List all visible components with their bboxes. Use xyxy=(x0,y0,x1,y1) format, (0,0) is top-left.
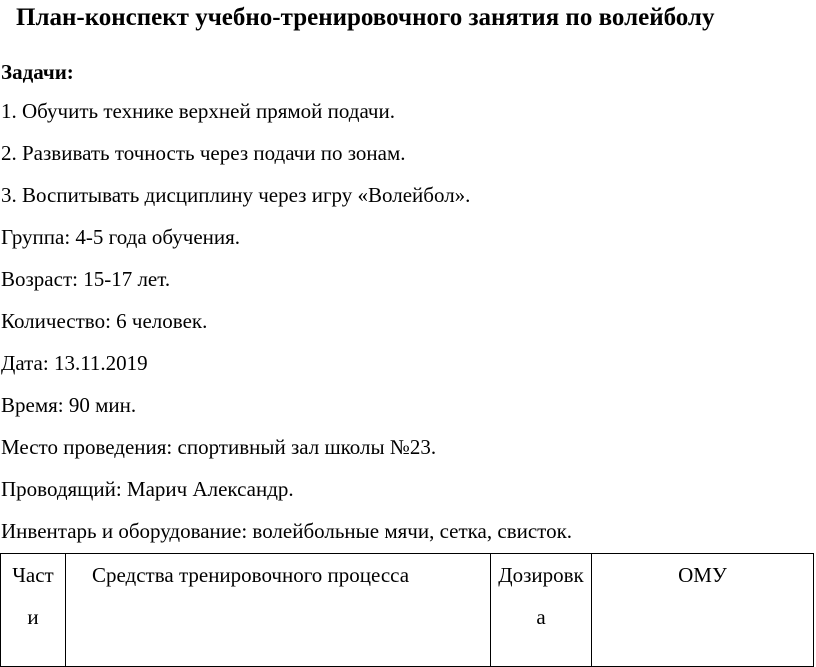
group-line: Группа: 4-5 года обучения. xyxy=(1,225,241,249)
age-line: Возраст: 15-17 лет. xyxy=(1,267,171,291)
header-means-label: Средства тренировочного процесса xyxy=(92,563,410,587)
date-line: Дата: 13.11.2019 xyxy=(1,351,148,375)
equipment-line: Инвентарь и оборудование: волейбольные мячи, сетка, свисток. xyxy=(1,519,573,543)
task-item-2: 2. Развивать точность через подачи по зонам. xyxy=(1,141,406,165)
leader-line: Проводящий: Марич Александр. xyxy=(1,477,294,501)
header-omu-label: ОМУ xyxy=(678,563,727,587)
count-line: Количество: 6 человек. xyxy=(1,309,208,333)
header-dosage-line1: Дозировк xyxy=(498,563,584,587)
table-header-row xyxy=(1,554,814,667)
header-cell-dosage xyxy=(491,554,592,667)
tasks-heading: Задачи: xyxy=(1,60,74,84)
header-cell-omu xyxy=(592,554,814,667)
header-cell-means xyxy=(66,554,491,667)
header-cell-parts xyxy=(1,554,66,667)
time-line: Время: 90 мин. xyxy=(1,393,137,417)
header-dosage-line2: а xyxy=(536,605,546,629)
task-item-1: 1. Обучить технике верхней прямой подачи. xyxy=(1,99,395,123)
task-item-3: 3. Воспитывать дисциплину через игру «Волейбол». xyxy=(1,183,471,207)
header-parts-line2: и xyxy=(27,605,39,629)
document-title: План-конспект учебно-тренировочного занятия по волейболу xyxy=(16,4,715,31)
header-parts-line1: Част xyxy=(12,563,54,587)
plan-table xyxy=(0,553,814,667)
place-line: Место проведения: спортивный зал школы №23. xyxy=(1,435,437,459)
